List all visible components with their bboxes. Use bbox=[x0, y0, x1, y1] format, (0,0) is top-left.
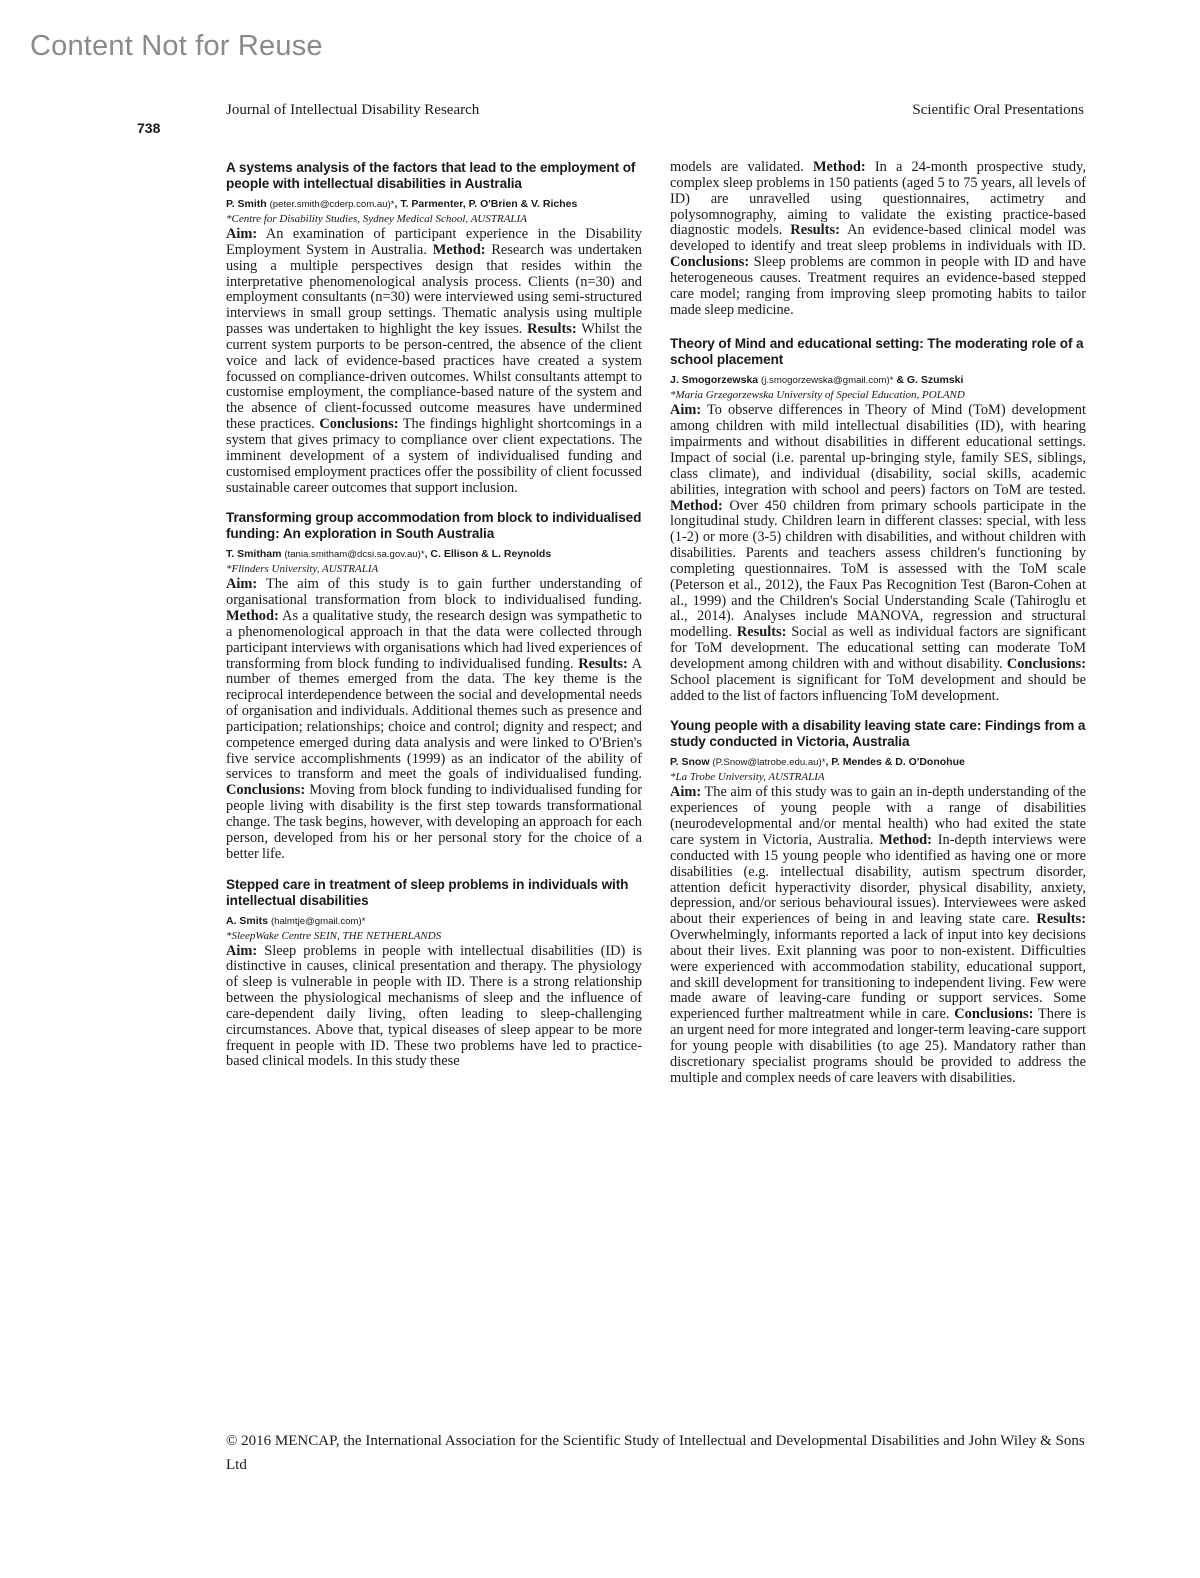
section-label: Conclusions: bbox=[226, 782, 306, 799]
page-number: 738 bbox=[137, 120, 161, 136]
abstract-title: A systems analysis of the factors that lead to the employment of people with intellectual disabilities in Australia bbox=[226, 160, 636, 191]
abstract bbox=[670, 718, 1086, 1086]
section-label: Aim: bbox=[226, 226, 258, 242]
section-text: models are validated. bbox=[670, 159, 813, 175]
section-label: Method: bbox=[226, 608, 279, 625]
abstract-authors bbox=[226, 197, 642, 212]
running-header-section: Scientific Oral Presentations bbox=[912, 102, 1084, 118]
abstract-body bbox=[226, 944, 642, 1071]
abstract-authors bbox=[670, 755, 1086, 770]
abstract-body bbox=[226, 227, 642, 496]
abstract-authors bbox=[226, 547, 642, 562]
abstract-continuation bbox=[670, 160, 1086, 318]
section-label: Results: bbox=[527, 321, 577, 338]
section-text: Social as well as individual factors are significant for ToM development. The educational setting can moderate ToM development among children with and without disability. bbox=[670, 624, 1086, 672]
abstract-authors bbox=[670, 373, 1086, 388]
section-label: Results: bbox=[578, 655, 628, 672]
lead-author: P. Smith bbox=[226, 198, 267, 210]
author-email: (halmtje@gmail.com)* bbox=[270, 915, 366, 927]
section-text: Sleep problems in people with intellectual disabilities (ID) is distinctive in causes, clinical presentation and therapy. The physiology of sleep is vulnerable in people with ID. There is a strong relationship between the physiological mechanisms of sleep and the influence of care-dependent daily living, often leading to sleep-challenging circumstances. Above that, typical diseases of sleep appear to be more frequent in people with ID. These two problems have led to practice-based clinical models. In this study these bbox=[226, 942, 642, 1070]
abstract-body bbox=[670, 403, 1086, 704]
left-column bbox=[226, 160, 642, 1084]
section-label: Aim: bbox=[670, 402, 702, 419]
abstract bbox=[226, 510, 642, 862]
section-label: Conclusions: bbox=[670, 254, 750, 271]
section-text: The findings highlight shortcomings in a system that gives primacy to compliance over client expectations. The imminent development of a system of individualised funding and customised employment practices offer the possibility of client focussed sustainable career outcomes that support inclusion. bbox=[226, 416, 642, 496]
abstract-authors bbox=[226, 914, 642, 929]
section-label: Aim: bbox=[226, 576, 258, 593]
lead-author: T. Smitham bbox=[226, 548, 282, 561]
section-label: Conclusions: bbox=[319, 416, 399, 433]
section-label: Results: bbox=[736, 624, 787, 641]
section-text: Sleep problems are common in people with ID and have heterogeneous causes. Treatment requires an evidence-based stepped care model; ranging from improving sleep promoting habits to tailor made sleep medicine. bbox=[670, 254, 1086, 318]
section-text: An examination of participant experience in the Disability Employment System in Australia. bbox=[226, 226, 642, 258]
section-text: Research was undertaken using a multiple perspectives design that resides within the interpretative phenomenological analysis process. Clients (n=30) and employment consultants (n=30) were interviewed using semi-structured interviews in small group settings. Thematic analysis using multiple passes was undertaken to highlight the key issues. bbox=[226, 241, 642, 338]
section-text: In a 24-month prospective study, complex sleep problems in 150 patients (aged 5 to 75 years, all levels of ID) are unravelled using questionnaires, actimetry and polysomnography, aiming to validate the existing practice-based diagnostic models. bbox=[670, 159, 1086, 239]
section-label: Method: bbox=[670, 497, 723, 514]
section-text: Moving from block funding to individualised funding for people living with disability is the first step towards transformational change. The task begins, however, with developing an approach for each person, developed from his or her personal story for the choice of a better life. bbox=[226, 782, 642, 862]
abstract-title: Transforming group accommodation from block to individualised funding: An exploration in South Australia bbox=[226, 510, 642, 542]
running-header-journal: Journal of Intellectual Disability Research bbox=[226, 102, 480, 118]
section-text: The aim of this study was to gain an in-depth understanding of the experiences of young people with a range of disabilities (neurodevelopmental and/or mental health) who had exited the state care system in Victoria, Australia. bbox=[670, 784, 1086, 848]
abstract-body bbox=[226, 577, 642, 862]
section-text: To observe differences in Theory of Mind (ToM) development among children with mild intellectual disabilities (ID), with hearing impairments and without disabilities in different educational settings. Impact of social (i.e. parental up-bringing style, family SES, siblings, class climate), and individual (disability, social skills, academic abilities, integration with school and peers) factors on ToM are tested. bbox=[670, 402, 1086, 498]
section-text: In-depth interviews were conducted with 15 young people who identified as having one or more disabilities (e.g. intellectual disability, autism spectrum disorder, attention deficit hyperactivity disorder, physical disability, anxiety, depression, and/or serious behavioural issues). Interviewees were asked about their experiences of being in and leaving state care. bbox=[670, 832, 1086, 928]
section-label: Results: bbox=[1036, 911, 1086, 928]
section-text: The aim of this study is to gain further understanding of organisational transformation from block to individualised funding. bbox=[226, 576, 642, 609]
abstract bbox=[670, 336, 1086, 704]
watermark: Content Not for Reuse bbox=[30, 30, 323, 62]
abstract bbox=[226, 877, 642, 1071]
abstract-body bbox=[670, 785, 1086, 1086]
copyright-footer: © 2016 MENCAP, the International Association for the Scientific Study of Intellectual and Developmental Disabilities and John Wiley & Sons Ltd bbox=[226, 1433, 1085, 1473]
abstract-affiliation: *SleepWake Centre SEIN, THE NETHERLANDS bbox=[226, 929, 442, 942]
section-text: Over 450 children from primary schools participate in the longitudinal study. Children learn in different classes: special, with less (1-2) or more (3-5) children with disabilities, and without children with disabilities. Parents and teachers assess children's functioning by completing questionnaires. ToM is assessed with the ToM scale (Peterson et al., 2012), the Faux Pas Recognition Test (Baron-Cohen at al., 1999) and the Children's Social Understanding Scale (Tahiroglu et al., 2014). Analyses include MANOVA, regression and structural modelling. bbox=[670, 497, 1086, 641]
abstract bbox=[226, 160, 642, 496]
lead-author: J. Smogorzewska bbox=[670, 374, 759, 387]
lead-author: P. Snow bbox=[670, 756, 710, 769]
section-label: Method: bbox=[879, 832, 932, 848]
section-text: Overwhelmingly, informants reported a lack of input into key decisions about their lives. Exit planning was poor to non-existent. Difficulties were experienced with accommodation stability, educational support, and skill development for transitioning to independent living. Few were made aware of leaving-care funding or support services. Some experienced further maltreatment while in care. bbox=[670, 927, 1086, 1023]
author-email: (peter.smith@cderp.com.au)* bbox=[269, 199, 395, 210]
section-text: A number of themes emerged from the data. The key theme is the reciprocal interdependence between the social and developmental needs of organisation and individuals. Additional themes such as presence and participation; relationships; choice and control; dignity and respect; and competence emerged during data analysis and were linked to O'Brien's five service accomplishments (1999) as an indicator of the ability of services to transform and meet the goals of individualised funding. bbox=[226, 655, 642, 783]
section-label: Method: bbox=[812, 159, 866, 175]
author-email: (tania.smitham@dcsi.sa.gov.au)* bbox=[284, 549, 425, 561]
co-authors: , T. Parmenter, P. O'Brien & V. Riches bbox=[394, 198, 578, 210]
right-column bbox=[670, 160, 1086, 1101]
section-text: As a qualitative study, the research design was sympathetic to a phenomenological approach in that the data were collected through participant interviews with organisations which had lived experiences of transforming from block funding to individualised funding. bbox=[226, 608, 642, 672]
section-text: School placement is significant for ToM development and should be added to the list of factors influencing ToM development. bbox=[670, 671, 1086, 704]
abstract-affiliation: *Maria Grzegorzewska University of Special Education, POLAND bbox=[670, 389, 965, 402]
section-label: Results: bbox=[790, 222, 840, 239]
section-label: Conclusions: bbox=[954, 1006, 1034, 1023]
section-text: An evidence-based clinical model was developed to identify and treat sleep problems in individuals with ID. bbox=[670, 222, 1086, 255]
abstract-title: Stepped care in treatment of sleep problems in individuals with intellectual disabilities bbox=[226, 876, 629, 908]
section-text: There is an urgent need for more integrated and longer-term leaving-care support for young people with disabilities (to age 25). Mandatory rather than discretionary specialist programs should be provided to address the multiple and complex needs of care leavers with disabilities. bbox=[670, 1006, 1086, 1086]
co-authors: & G. Szumski bbox=[893, 374, 964, 387]
co-authors: , P. Mendes & D. O'Donohue bbox=[825, 756, 965, 769]
section-label: Method: bbox=[432, 241, 486, 258]
lead-author: A. Smits bbox=[226, 914, 269, 927]
section-label: Aim: bbox=[670, 784, 702, 801]
section-label: Aim: bbox=[226, 942, 258, 959]
abstract-title: Theory of Mind and educational setting: The moderating role of a school placement bbox=[670, 336, 1084, 368]
abstract-affiliation: *Centre for Disability Studies, Sydney Medical School, AUSTRALIA bbox=[226, 213, 527, 225]
abstract-title: Young people with a disability leaving state care: Findings from a study conducted in Victoria, Australia bbox=[670, 718, 1086, 750]
abstract-affiliation: *Flinders University, AUSTRALIA bbox=[226, 563, 379, 576]
co-authors: , C. Ellison & L. Reynolds bbox=[424, 548, 552, 561]
section-text: Whilst the current system purports to be person-centred, the absence of the client voice and lack of evidence-based practices have created a system focussed on compliance-driven outcomes. Whilst consultants attempt to customise employment, the compliance-based nature of the system and the absence of client-focussed outcome measures have undermined these practices. bbox=[226, 321, 642, 433]
abstract-affiliation: *La Trobe University, AUSTRALIA bbox=[670, 771, 825, 784]
section-label: Conclusions: bbox=[1006, 655, 1086, 672]
author-email: (j.smogorzewska@gmail.com)* bbox=[761, 375, 894, 387]
author-email: (P.Snow@latrobe.edu.au)* bbox=[712, 757, 826, 769]
